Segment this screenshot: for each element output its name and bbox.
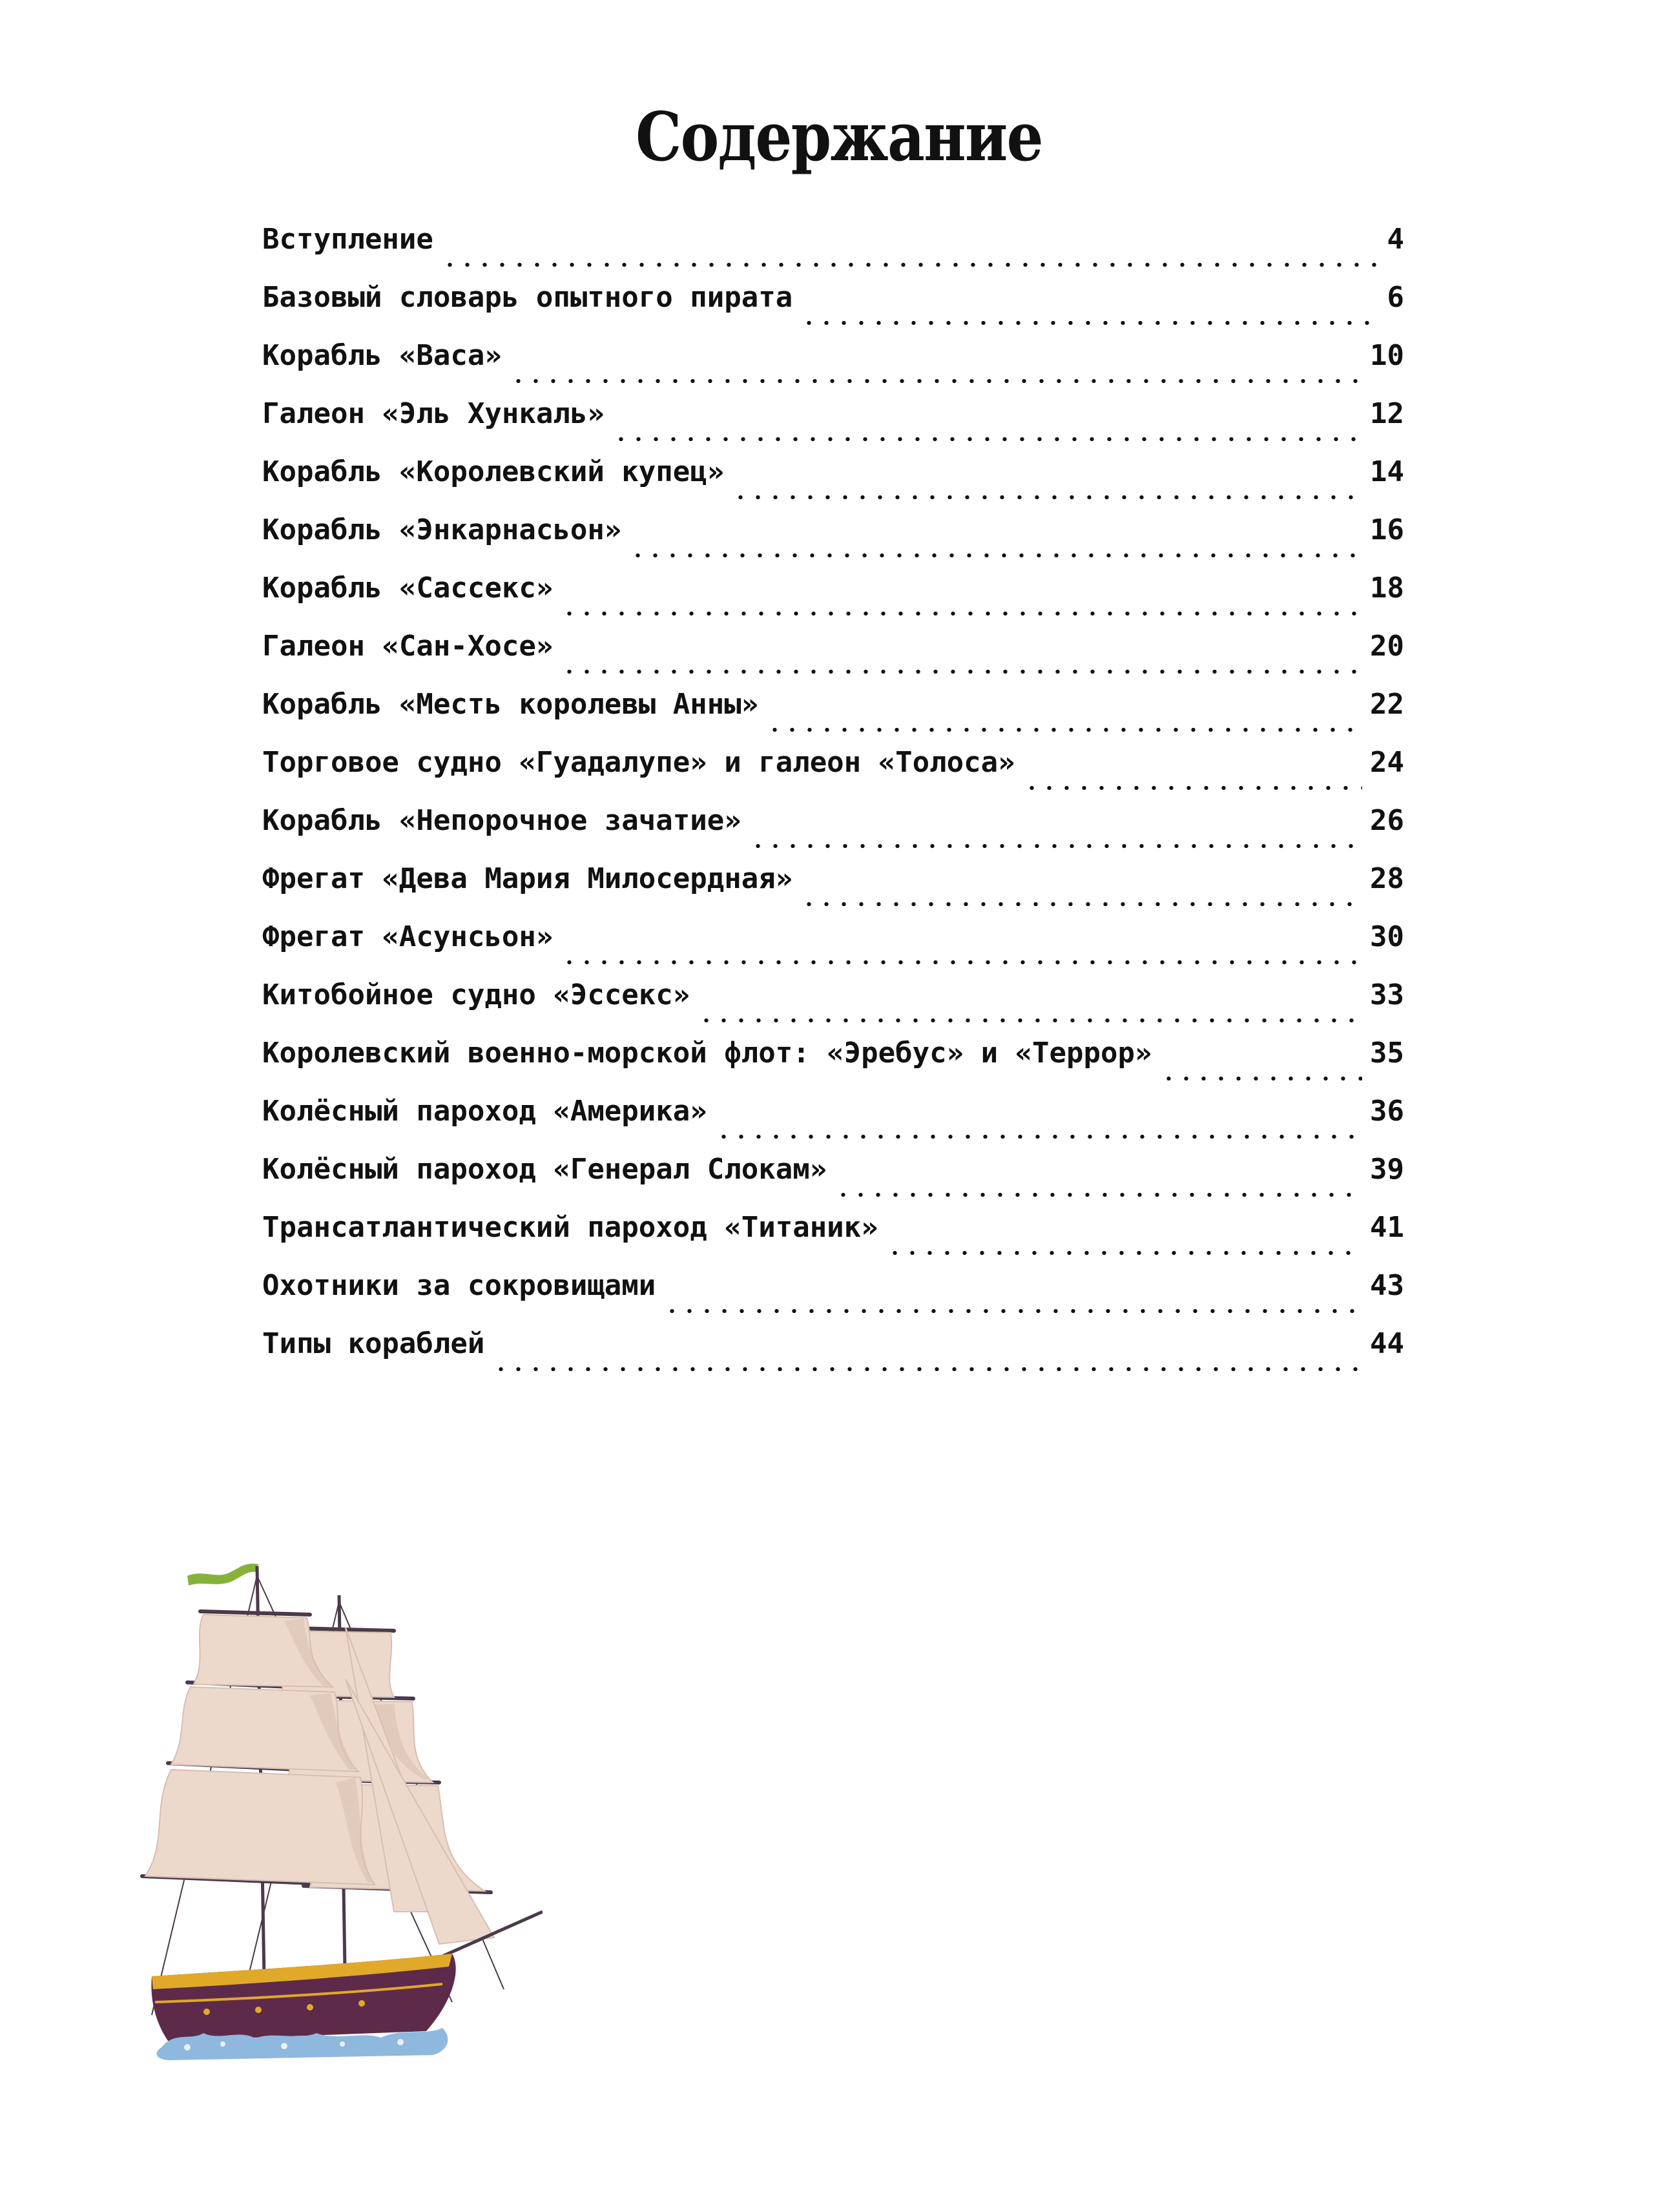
dot-leader: [561, 612, 1362, 615]
toc-entry-label: Типы кораблей: [262, 1327, 485, 1360]
toc-entry-page: 43: [1370, 1269, 1404, 1302]
toc-entry-page: 24: [1370, 746, 1404, 779]
toc-entry[interactable]: [262, 978, 1404, 1037]
toc-entry-page: 16: [1370, 513, 1404, 546]
toc-entry[interactable]: [262, 920, 1404, 978]
toc-entry-label: Корабль «Месть королевы Анны»: [262, 688, 759, 721]
toc-entry[interactable]: [262, 862, 1404, 920]
toc-entry-label: Галеон «Сан-Хосе»: [262, 630, 554, 663]
toc-entry-label: Корабль «Энкарнасьон»: [262, 513, 622, 546]
toc-entry-label: Охотники за сокровищами: [262, 1269, 656, 1302]
toc-entry-page: 30: [1370, 920, 1404, 953]
dot-leader: [629, 553, 1362, 557]
dot-leader: [1023, 786, 1362, 790]
toc-entry-label: Фрегат «Асунсьон»: [262, 920, 554, 953]
toc-entry[interactable]: [262, 397, 1404, 455]
dot-leader: [732, 495, 1362, 499]
dot-leader: [698, 1018, 1362, 1022]
toc-entry-page: 22: [1370, 688, 1404, 721]
pennant-flag: [187, 1564, 258, 1586]
toc-entry-label: Китобойное судно «Эссекс»: [262, 978, 690, 1011]
toc-entry-page: 44: [1370, 1327, 1404, 1360]
toc-entry-label: Колёсный пароход «Генерал Слокам»: [262, 1153, 827, 1186]
toc-entry-page: 33: [1370, 978, 1404, 1011]
page-title: Содержание: [636, 97, 1042, 176]
toc-entry[interactable]: [262, 1211, 1404, 1269]
toc-entry[interactable]: [262, 1037, 1404, 1095]
toc-entry-page: 20: [1370, 630, 1404, 663]
dot-leader: [715, 1135, 1362, 1139]
toc-entry[interactable]: [262, 223, 1404, 281]
toc-entry[interactable]: [262, 1095, 1404, 1153]
toc-entry-page: 35: [1370, 1037, 1404, 1070]
toc-entry[interactable]: [262, 281, 1404, 339]
toc-entry[interactable]: [262, 630, 1404, 688]
toc-entry-page: 36: [1370, 1095, 1404, 1128]
dot-leader: [834, 1193, 1362, 1197]
toc-entry-label: Трансатлантический пароход «Титаник»: [262, 1211, 878, 1244]
toc-entry-label: Вступление: [262, 223, 433, 256]
dot-leader: [492, 1367, 1362, 1371]
toc-entry-label: Корабль «Королевский купец»: [262, 455, 725, 488]
table-of-contents: [262, 223, 1404, 1385]
toc-entry[interactable]: [262, 455, 1404, 513]
toc-entry-page: 18: [1370, 572, 1404, 605]
toc-entry[interactable]: [262, 746, 1404, 804]
dot-leader: [561, 670, 1362, 674]
dot-leader: [800, 321, 1379, 325]
toc-entry[interactable]: [262, 339, 1404, 397]
dot-leader: [749, 844, 1362, 848]
toc-entry-page: 6: [1387, 281, 1404, 314]
toc-entry-label: Корабль «Непорочное зачатие»: [262, 804, 741, 837]
dot-leader: [1160, 1077, 1363, 1080]
toc-entry[interactable]: [262, 1269, 1404, 1327]
toc-entry-label: Базовый словарь опытного пирата: [262, 281, 793, 314]
toc-entry-page: 12: [1370, 397, 1404, 430]
toc-entry-label: Галеон «Эль Хункаль»: [262, 397, 605, 430]
toc-entry[interactable]: [262, 804, 1404, 862]
dot-leader: [663, 1309, 1362, 1313]
toc-entry[interactable]: [262, 572, 1404, 630]
dot-leader: [561, 960, 1362, 964]
sailing-ship-icon: [90, 1550, 543, 2080]
toc-entry[interactable]: [262, 513, 1404, 572]
toc-entry[interactable]: [262, 688, 1404, 746]
dot-leader: [886, 1251, 1362, 1255]
toc-entry-label: Торговое судно «Гуадалупе» и галеон «Толоса»: [262, 746, 1015, 779]
toc-entry-label: Корабль «Сассекс»: [262, 572, 554, 605]
dot-leader: [766, 728, 1362, 732]
toc-entry-label: Королевский военно-морской флот: «Эребус» и «Террор»: [262, 1037, 1152, 1070]
toc-entry-page: 28: [1370, 862, 1404, 895]
toc-entry-page: 14: [1370, 455, 1404, 488]
toc-entry-label: Фрегат «Дева Мария Милосердная»: [262, 862, 793, 895]
toc-entry-label: Корабль «Васа»: [262, 339, 502, 372]
toc-entry-page: 10: [1370, 339, 1404, 372]
dot-leader: [800, 902, 1362, 906]
toc-entry-page: 39: [1370, 1153, 1404, 1186]
dot-leader: [612, 437, 1362, 441]
dot-leader: [510, 379, 1362, 383]
dot-leader: [441, 263, 1380, 267]
toc-entry[interactable]: [262, 1153, 1404, 1211]
toc-entry-page: 4: [1387, 223, 1404, 256]
toc-entry-page: 41: [1370, 1211, 1404, 1244]
toc-entry-label: Колёсный пароход «Америка»: [262, 1095, 707, 1128]
toc-entry[interactable]: [262, 1327, 1404, 1385]
toc-entry-page: 26: [1370, 804, 1404, 837]
